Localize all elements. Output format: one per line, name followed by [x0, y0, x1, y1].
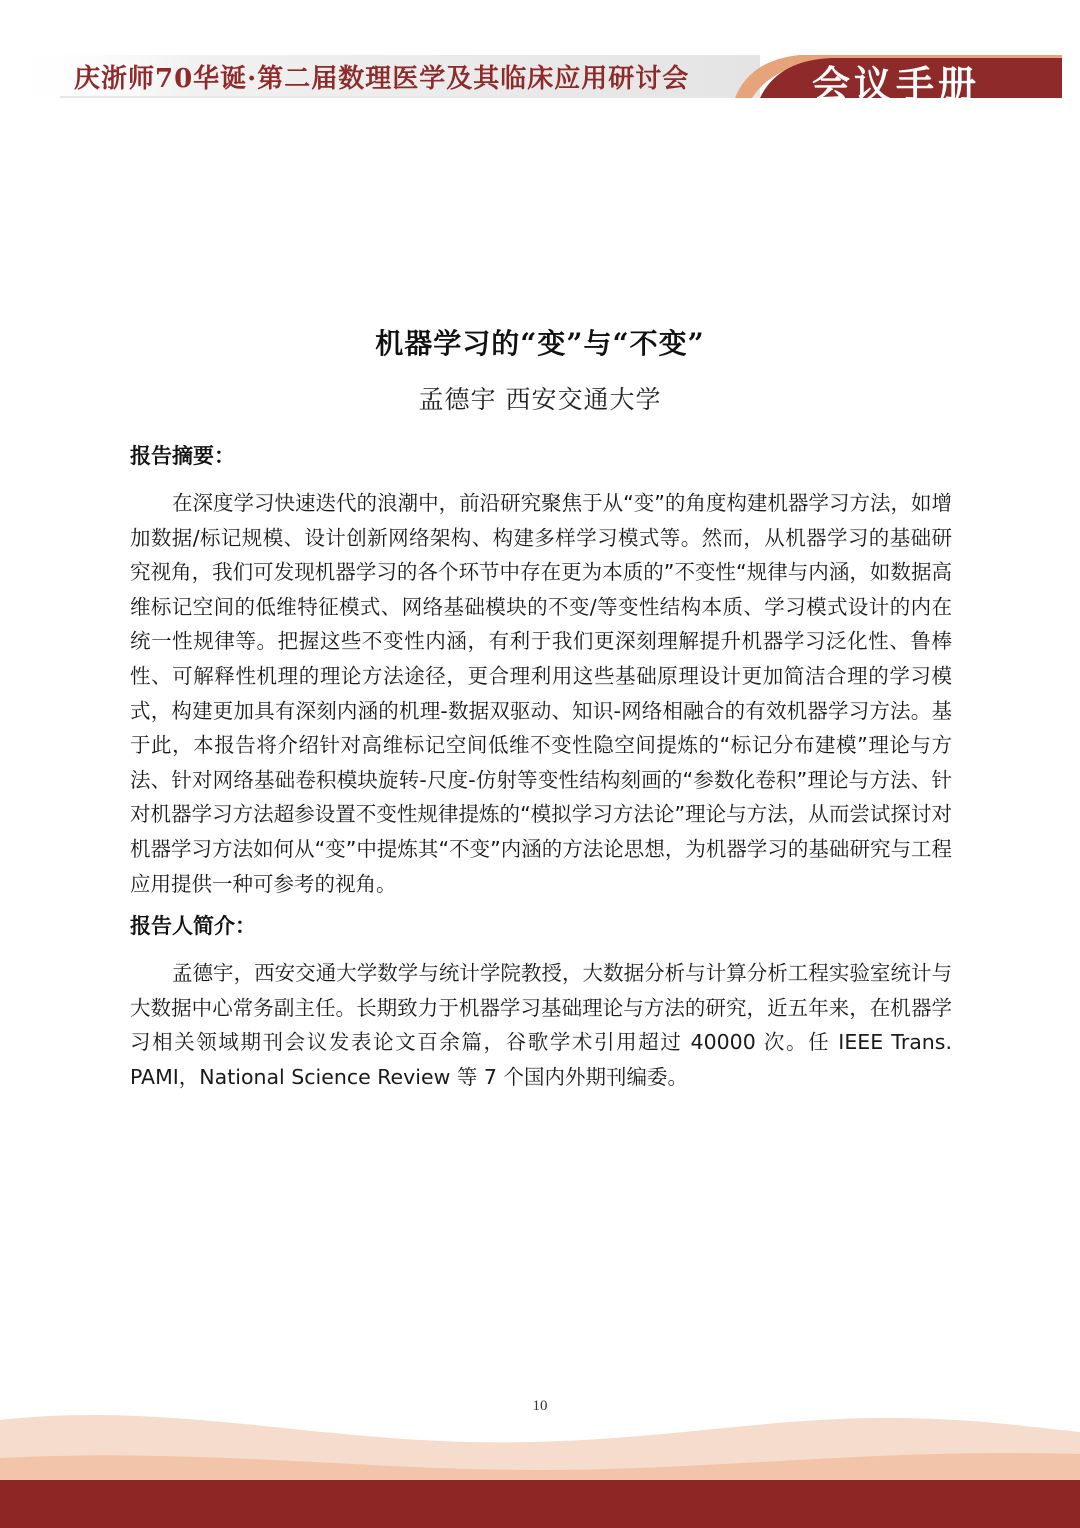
speaker-affiliation: 孟德宇 西安交通大学 — [418, 385, 662, 414]
handbook-badge-label: 会议手册 — [812, 63, 981, 107]
abstract-paragraph: 在深度学习快速迭代的浪潮中，前沿研究聚焦于从“变”的角度构建机器学习方法，如增加数据/标记规模、设计创新网络架构、构建多样学习模式等。然而，从机器学习的基础研究视角，我们可发现机器学习的各个环节中存在更为本质的”不变性“规律与内涵，如数据高维标记空间的低维特征模式、网络基础模块的不变/等变性结构本质、学习模式设计的内在统一性规律等。把握这些不变性内涵，有利于我们更深刻理解提升机器学习泛化性、鲁棒性、可解释性机理的理论方法途径，更合理利用这些基础原理设计更加简洁合理的学习模式，构建更加具有深刻内涵的机理-数据双驱动、知识-网络相融合的有效机器学习方法。基于此，本报告将介绍针对高维标记空间低维不变性隐空间提炼的“标记分布建模”理论与方法、针对网络基础卷积模块旋转-尺度-仿射等变性结构刻画的“参数化卷积”理论与方法、针对机器学习方法超参设置不变性规律提炼的“模拟学习方法论”理论与方法，从而尝试探讨对机器学习方法如何从“变”中提炼其“不变”内涵的方法论思想，为机器学习的基础研究与工程应用提供一种可参考的视角。 — [130, 491, 952, 896]
page-number: 10 — [532, 1398, 548, 1414]
speaker-bio-heading: 报告人简介： — [130, 914, 256, 938]
page-header — [0, 0, 1080, 110]
report-title: 机器学习的“变”与“不变” — [375, 327, 705, 360]
conference-title: 庆浙师70华诞·第二届数理医学及其临床应用研讨会 — [74, 64, 690, 94]
footer-wave-graphic — [0, 1408, 1080, 1528]
abstract-heading: 报告摘要： — [130, 444, 235, 468]
header-underline — [60, 96, 760, 98]
speaker-bio-paragraph: 孟德宇，西安交通大学数学与统计学院教授，大数据分析与计算分析工程实验室统计与大数据中心常务副主任。长期致力于机器学习基础理论与方法的研究，近五年来，在机器学习相关领域期刊会议发表论文百余篇，谷歌学术引用超过 40000 次。任 IEEE Trans. PAMI，National Science Review 等 7 个国内外期刊编委。 — [130, 961, 952, 1089]
footer-red-bar — [0, 1480, 1080, 1528]
